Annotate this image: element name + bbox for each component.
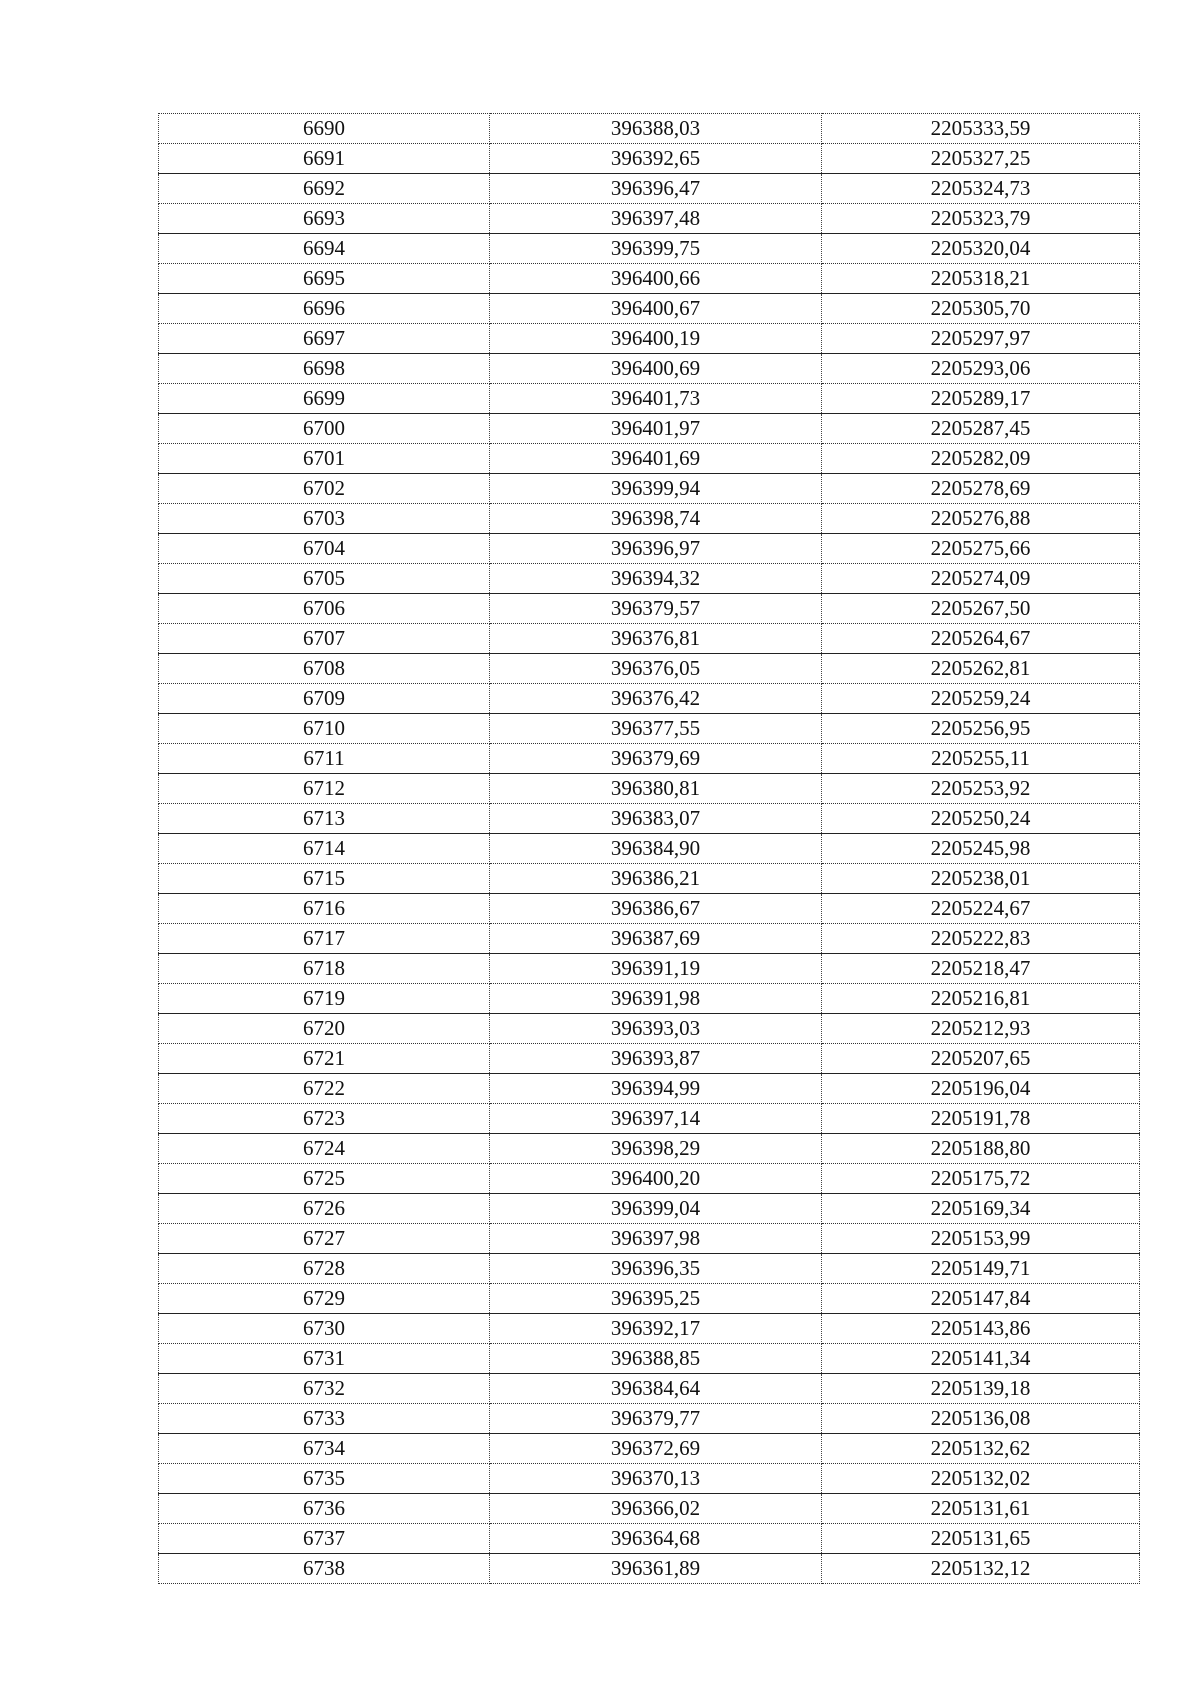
y-coordinate-cell: 2205278,69 [822,474,1140,504]
x-coordinate-cell: 396396,97 [490,534,822,564]
x-coordinate-cell: 396400,19 [490,324,822,354]
x-coordinate-cell: 396392,17 [490,1314,822,1344]
y-coordinate-cell: 2205131,61 [822,1494,1140,1524]
y-coordinate-cell: 2205132,02 [822,1464,1140,1494]
point-number-cell: 6726 [159,1194,490,1224]
table-row [159,1404,1140,1434]
table-row [159,1314,1140,1344]
table-row [159,834,1140,864]
point-number-cell: 6738 [159,1554,490,1584]
x-coordinate-cell: 396372,69 [490,1434,822,1464]
x-coordinate-cell: 396366,02 [490,1494,822,1524]
table-row [159,204,1140,234]
x-coordinate-cell: 396376,42 [490,684,822,714]
x-coordinate-cell: 396388,03 [490,114,822,144]
point-number-cell: 6713 [159,804,490,834]
y-coordinate-cell: 2205218,47 [822,954,1140,984]
x-coordinate-cell: 396388,85 [490,1344,822,1374]
x-coordinate-cell: 396392,65 [490,144,822,174]
x-coordinate-cell: 396397,98 [490,1224,822,1254]
y-coordinate-cell: 2205327,25 [822,144,1140,174]
x-coordinate-cell: 396379,69 [490,744,822,774]
x-coordinate-cell: 396401,69 [490,444,822,474]
table-row [159,564,1140,594]
x-coordinate-cell: 396400,20 [490,1164,822,1194]
point-number-cell: 6727 [159,1224,490,1254]
x-coordinate-cell: 396398,74 [490,504,822,534]
y-coordinate-cell: 2205136,08 [822,1404,1140,1434]
x-coordinate-cell: 396379,57 [490,594,822,624]
table-row [159,804,1140,834]
y-coordinate-cell: 2205264,67 [822,624,1140,654]
y-coordinate-cell: 2205169,34 [822,1194,1140,1224]
point-number-cell: 6721 [159,1044,490,1074]
y-coordinate-cell: 2205238,01 [822,864,1140,894]
point-number-cell: 6719 [159,984,490,1014]
x-coordinate-cell: 396377,55 [490,714,822,744]
table-row [159,534,1140,564]
y-coordinate-cell: 2205275,66 [822,534,1140,564]
x-coordinate-cell: 396383,07 [490,804,822,834]
point-number-cell: 6701 [159,444,490,474]
x-coordinate-cell: 396399,94 [490,474,822,504]
table-row [159,444,1140,474]
point-number-cell: 6734 [159,1434,490,1464]
x-coordinate-cell: 396394,32 [490,564,822,594]
table-row [159,684,1140,714]
y-coordinate-cell: 2205305,70 [822,294,1140,324]
y-coordinate-cell: 2205188,80 [822,1134,1140,1164]
point-number-cell: 6702 [159,474,490,504]
point-number-cell: 6710 [159,714,490,744]
table-row [159,474,1140,504]
y-coordinate-cell: 2205149,71 [822,1254,1140,1284]
y-coordinate-cell: 2205320,04 [822,234,1140,264]
table-row [159,1374,1140,1404]
y-coordinate-cell: 2205224,67 [822,894,1140,924]
x-coordinate-cell: 396399,04 [490,1194,822,1224]
y-coordinate-cell: 2205147,84 [822,1284,1140,1314]
point-number-cell: 6707 [159,624,490,654]
point-number-cell: 6717 [159,924,490,954]
x-coordinate-cell: 396370,13 [490,1464,822,1494]
point-number-cell: 6699 [159,384,490,414]
y-coordinate-cell: 2205131,65 [822,1524,1140,1554]
table-row [159,1494,1140,1524]
x-coordinate-cell: 396401,73 [490,384,822,414]
table-row [159,174,1140,204]
point-number-cell: 6724 [159,1134,490,1164]
x-coordinate-cell: 396386,21 [490,864,822,894]
x-coordinate-cell: 396397,48 [490,204,822,234]
table-row [159,1164,1140,1194]
point-number-cell: 6703 [159,504,490,534]
point-number-cell: 6695 [159,264,490,294]
point-number-cell: 6725 [159,1164,490,1194]
y-coordinate-cell: 2205212,93 [822,1014,1140,1044]
y-coordinate-cell: 2205216,81 [822,984,1140,1014]
point-number-cell: 6714 [159,834,490,864]
table-row [159,894,1140,924]
table-row [159,384,1140,414]
table-row [159,264,1140,294]
table-row [159,1254,1140,1284]
y-coordinate-cell: 2205222,83 [822,924,1140,954]
table-row [159,1524,1140,1554]
x-coordinate-cell: 396400,67 [490,294,822,324]
table-row [159,1074,1140,1104]
y-coordinate-cell: 2205207,65 [822,1044,1140,1074]
y-coordinate-cell: 2205132,62 [822,1434,1140,1464]
y-coordinate-cell: 2205262,81 [822,654,1140,684]
table-row [159,414,1140,444]
x-coordinate-cell: 396400,69 [490,354,822,384]
x-coordinate-cell: 396394,99 [490,1074,822,1104]
table-row [159,144,1140,174]
table-row [159,1434,1140,1464]
point-number-cell: 6729 [159,1284,490,1314]
point-number-cell: 6715 [159,864,490,894]
table-row [159,984,1140,1014]
table-row [159,864,1140,894]
y-coordinate-cell: 2205333,59 [822,114,1140,144]
table-row [159,1554,1140,1584]
table-row [159,1344,1140,1374]
table-row [159,774,1140,804]
x-coordinate-cell: 396396,35 [490,1254,822,1284]
coordinates-table [158,113,1140,1584]
point-number-cell: 6697 [159,324,490,354]
x-coordinate-cell: 396384,90 [490,834,822,864]
point-number-cell: 6692 [159,174,490,204]
x-coordinate-cell: 396396,47 [490,174,822,204]
x-coordinate-cell: 396393,87 [490,1044,822,1074]
y-coordinate-cell: 2205143,86 [822,1314,1140,1344]
y-coordinate-cell: 2205267,50 [822,594,1140,624]
x-coordinate-cell: 396391,98 [490,984,822,1014]
x-coordinate-cell: 396399,75 [490,234,822,264]
table-row [159,1104,1140,1134]
table-row [159,354,1140,384]
point-number-cell: 6698 [159,354,490,384]
point-number-cell: 6735 [159,1464,490,1494]
y-coordinate-cell: 2205245,98 [822,834,1140,864]
x-coordinate-cell: 396376,05 [490,654,822,684]
y-coordinate-cell: 2205293,06 [822,354,1140,384]
y-coordinate-cell: 2205253,92 [822,774,1140,804]
point-number-cell: 6712 [159,774,490,804]
point-number-cell: 6728 [159,1254,490,1284]
table-row [159,594,1140,624]
table-row [159,504,1140,534]
coordinates-table-body [159,114,1140,1584]
y-coordinate-cell: 2205196,04 [822,1074,1140,1104]
table-row [159,744,1140,774]
y-coordinate-cell: 2205274,09 [822,564,1140,594]
x-coordinate-cell: 396393,03 [490,1014,822,1044]
point-number-cell: 6723 [159,1104,490,1134]
x-coordinate-cell: 396386,67 [490,894,822,924]
y-coordinate-cell: 2205323,79 [822,204,1140,234]
point-number-cell: 6705 [159,564,490,594]
y-coordinate-cell: 2205289,17 [822,384,1140,414]
point-number-cell: 6709 [159,684,490,714]
point-number-cell: 6731 [159,1344,490,1374]
point-number-cell: 6737 [159,1524,490,1554]
x-coordinate-cell: 396395,25 [490,1284,822,1314]
y-coordinate-cell: 2205287,45 [822,414,1140,444]
y-coordinate-cell: 2205276,88 [822,504,1140,534]
point-number-cell: 6733 [159,1404,490,1434]
y-coordinate-cell: 2205132,12 [822,1554,1140,1584]
x-coordinate-cell: 396376,81 [490,624,822,654]
point-number-cell: 6706 [159,594,490,624]
table-row [159,1224,1140,1254]
x-coordinate-cell: 396380,81 [490,774,822,804]
table-row [159,714,1140,744]
point-number-cell: 6718 [159,954,490,984]
x-coordinate-cell: 396400,66 [490,264,822,294]
point-number-cell: 6694 [159,234,490,264]
table-row [159,114,1140,144]
point-number-cell: 6700 [159,414,490,444]
y-coordinate-cell: 2205153,99 [822,1224,1140,1254]
point-number-cell: 6704 [159,534,490,564]
x-coordinate-cell: 396364,68 [490,1524,822,1554]
point-number-cell: 6693 [159,204,490,234]
table-row [159,1134,1140,1164]
point-number-cell: 6711 [159,744,490,774]
point-number-cell: 6730 [159,1314,490,1344]
point-number-cell: 6720 [159,1014,490,1044]
table-row [159,1194,1140,1224]
point-number-cell: 6708 [159,654,490,684]
y-coordinate-cell: 2205141,34 [822,1344,1140,1374]
table-row [159,654,1140,684]
x-coordinate-cell: 396397,14 [490,1104,822,1134]
point-number-cell: 6691 [159,144,490,174]
x-coordinate-cell: 396361,89 [490,1554,822,1584]
y-coordinate-cell: 2205324,73 [822,174,1140,204]
point-number-cell: 6696 [159,294,490,324]
x-coordinate-cell: 396398,29 [490,1134,822,1164]
table-row [159,1014,1140,1044]
y-coordinate-cell: 2205256,95 [822,714,1140,744]
point-number-cell: 6732 [159,1374,490,1404]
y-coordinate-cell: 2205175,72 [822,1164,1140,1194]
table-row [159,234,1140,264]
point-number-cell: 6716 [159,894,490,924]
table-row [159,1284,1140,1314]
x-coordinate-cell: 396379,77 [490,1404,822,1434]
x-coordinate-cell: 396384,64 [490,1374,822,1404]
table-row [159,954,1140,984]
x-coordinate-cell: 396387,69 [490,924,822,954]
y-coordinate-cell: 2205297,97 [822,324,1140,354]
point-number-cell: 6690 [159,114,490,144]
y-coordinate-cell: 2205282,09 [822,444,1140,474]
table-row [159,1044,1140,1074]
y-coordinate-cell: 2205255,11 [822,744,1140,774]
table-row [159,924,1140,954]
y-coordinate-cell: 2205250,24 [822,804,1140,834]
table-row [159,294,1140,324]
y-coordinate-cell: 2205191,78 [822,1104,1140,1134]
y-coordinate-cell: 2205259,24 [822,684,1140,714]
table-row [159,324,1140,354]
y-coordinate-cell: 2205318,21 [822,264,1140,294]
y-coordinate-cell: 2205139,18 [822,1374,1140,1404]
point-number-cell: 6736 [159,1494,490,1524]
table-row [159,624,1140,654]
x-coordinate-cell: 396401,97 [490,414,822,444]
x-coordinate-cell: 396391,19 [490,954,822,984]
table-row [159,1464,1140,1494]
point-number-cell: 6722 [159,1074,490,1104]
